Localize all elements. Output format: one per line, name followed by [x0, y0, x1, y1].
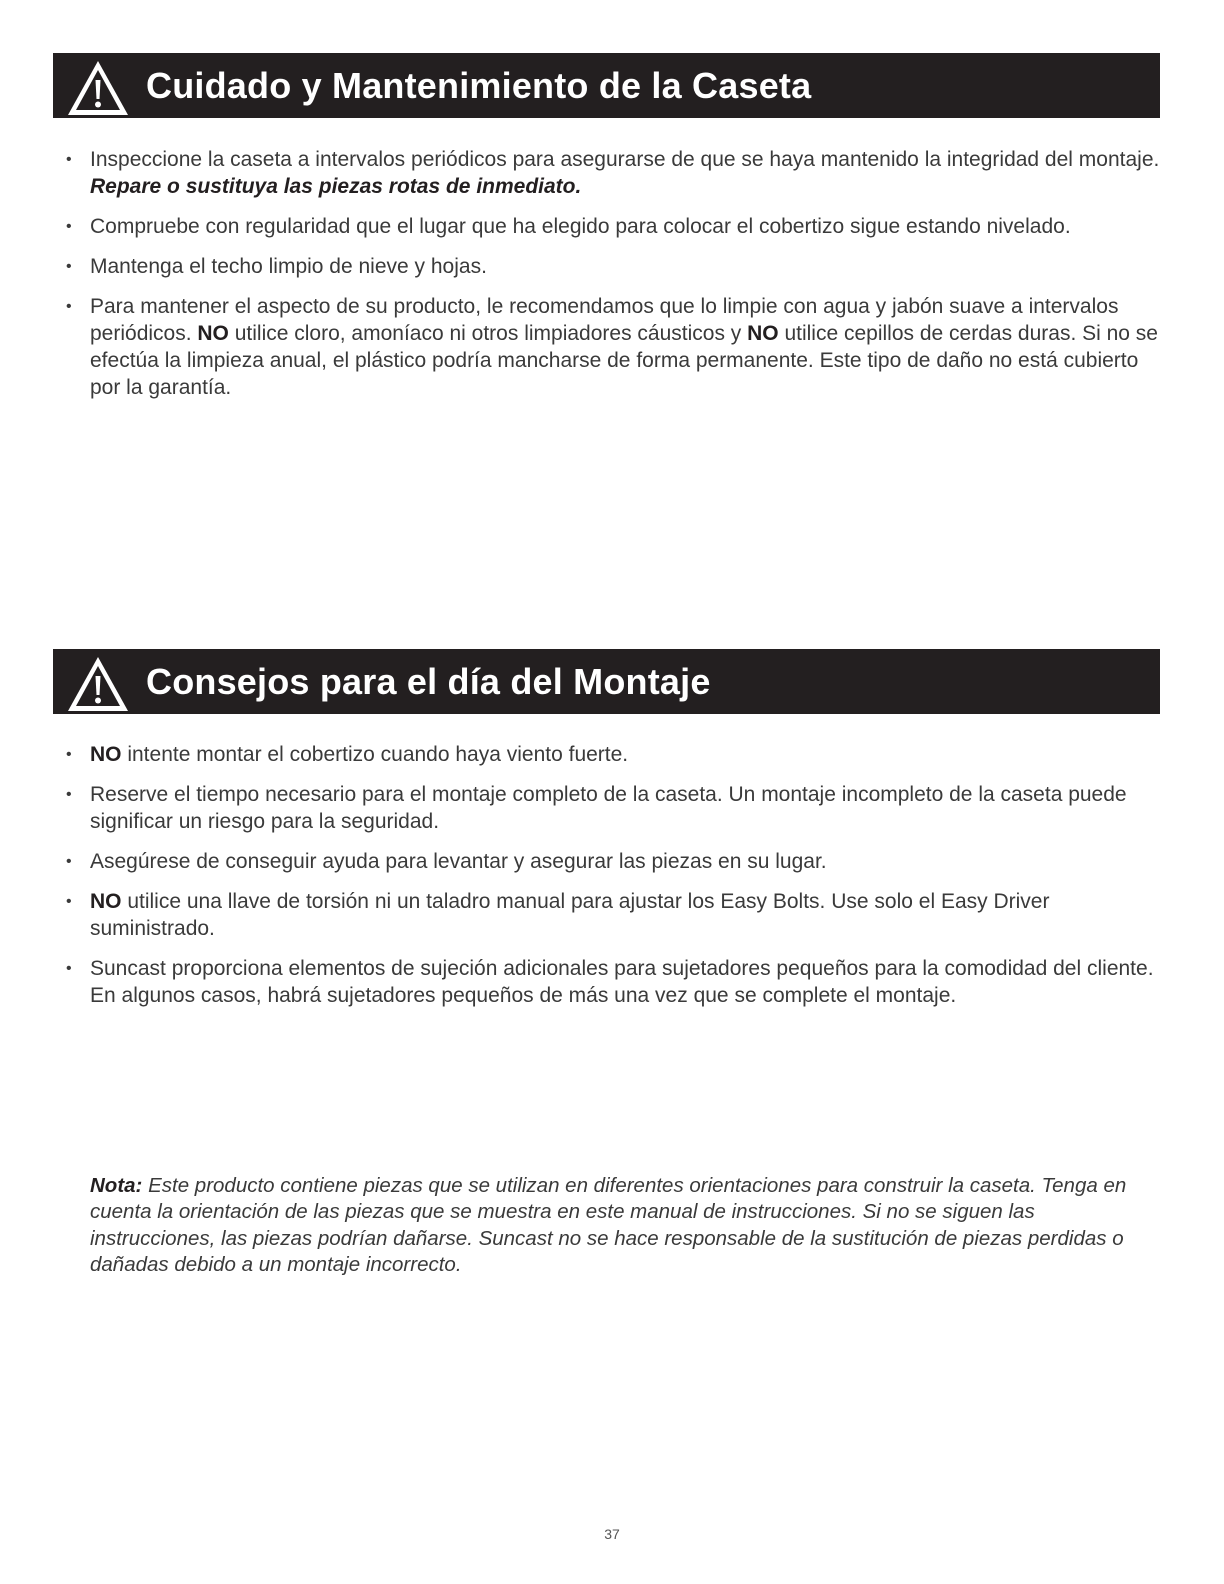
list-item — [66, 888, 1170, 942]
warning-triangle-icon — [65, 58, 131, 118]
item-text: intente montar el cobertizo cuando haya viento fuerte. — [121, 743, 629, 766]
bullet-icon: • — [66, 258, 72, 275]
page-number: 37 — [604, 1526, 620, 1542]
bullet-icon: • — [66, 786, 72, 803]
list-item — [66, 741, 1170, 768]
list-item — [66, 848, 1170, 875]
note-text: Este producto contiene piezas que se utilizan en diferentes orientaciones para construir la caseta. Tenga en cuenta la orientación de las piezas que se muestra en este manual de instrucciones. Si no se siguen las instrucciones, las piezas podrían dañarse. Suncast no se hace responsable de la sustitución de piezas perdidas o dañadas debido a un montaje incorrecto. — [90, 1173, 1127, 1276]
bullet-icon: • — [66, 298, 72, 315]
warning-triangle-icon — [65, 654, 131, 714]
item-no-emphasis: NO — [90, 890, 122, 913]
item-text: utilice cloro, amoníaco ni otros limpiadores cáusticos y — [228, 322, 748, 345]
item-emphasis: Repare o sustituya las piezas rotas de inmediato. — [90, 175, 582, 198]
note-paragraph — [90, 1173, 1130, 1279]
section-title: Cuidado y Mantenimiento de la Caseta — [146, 64, 812, 106]
list-item — [66, 253, 1170, 280]
bullet-icon: • — [66, 218, 72, 235]
list-item — [66, 955, 1170, 1009]
note-label: Nota: — [90, 1173, 143, 1197]
bullet-icon: • — [66, 151, 72, 168]
item-no-emphasis: NO — [197, 322, 229, 345]
item-no-emphasis: NO — [90, 743, 122, 766]
bullet-icon: • — [66, 746, 72, 763]
section-header-care — [53, 53, 1160, 118]
item-text: utilice cepillos de cerdas duras. Si no se efectúa la limpieza anual, el plástico podría mancharse de forma permanente. Este tipo de daño no está cubierto por la garantía. — [90, 322, 1158, 399]
section-header-assembly-tips — [53, 649, 1160, 714]
item-text: Para mantener el aspecto de su producto, le recomendamos que lo limpie con agua y jabón suave a intervalos periódicos. — [90, 295, 1119, 345]
list-item — [66, 146, 1170, 200]
item-no-emphasis: NO — [747, 322, 779, 345]
assembly-tips-bullet-list — [66, 741, 1170, 1022]
bullet-icon: • — [66, 960, 72, 977]
section-title: Consejos para el día del Montaje — [146, 660, 711, 702]
item-text: Asegúrese de conseguir ayuda para levantar y asegurar las piezas en su lugar. — [90, 850, 827, 873]
item-text: utilice una llave de torsión ni un taladro manual para ajustar los Easy Bolts. Use solo el Easy Driver suministrado. — [90, 890, 1050, 940]
item-text: Reserve el tiempo necesario para el montaje completo de la caseta. Un montaje incompleto de la caseta puede significar un riesgo para la seguridad. — [90, 783, 1127, 833]
item-text: Compruebe con regularidad que el lugar que ha elegido para colocar el cobertizo sigue estando nivelado. — [90, 215, 1071, 238]
list-item — [66, 781, 1170, 835]
item-text: Inspeccione la caseta a intervalos periódicos para asegurarse de que se haya mantenido la integridad del montaje. — [90, 148, 1160, 171]
bullet-icon: • — [66, 893, 72, 910]
item-text: Suncast proporciona elementos de sujeción adicionales para sujetadores pequeños para la comodidad del cliente. En algunos casos, habrá sujetadores pequeños de más una vez que se complete el montaje. — [90, 957, 1154, 1007]
item-text: Mantenga el techo limpio de nieve y hojas. — [90, 255, 487, 278]
list-item — [66, 213, 1170, 240]
list-item — [66, 293, 1170, 401]
care-bullet-list — [66, 146, 1170, 414]
bullet-icon: • — [66, 853, 72, 870]
